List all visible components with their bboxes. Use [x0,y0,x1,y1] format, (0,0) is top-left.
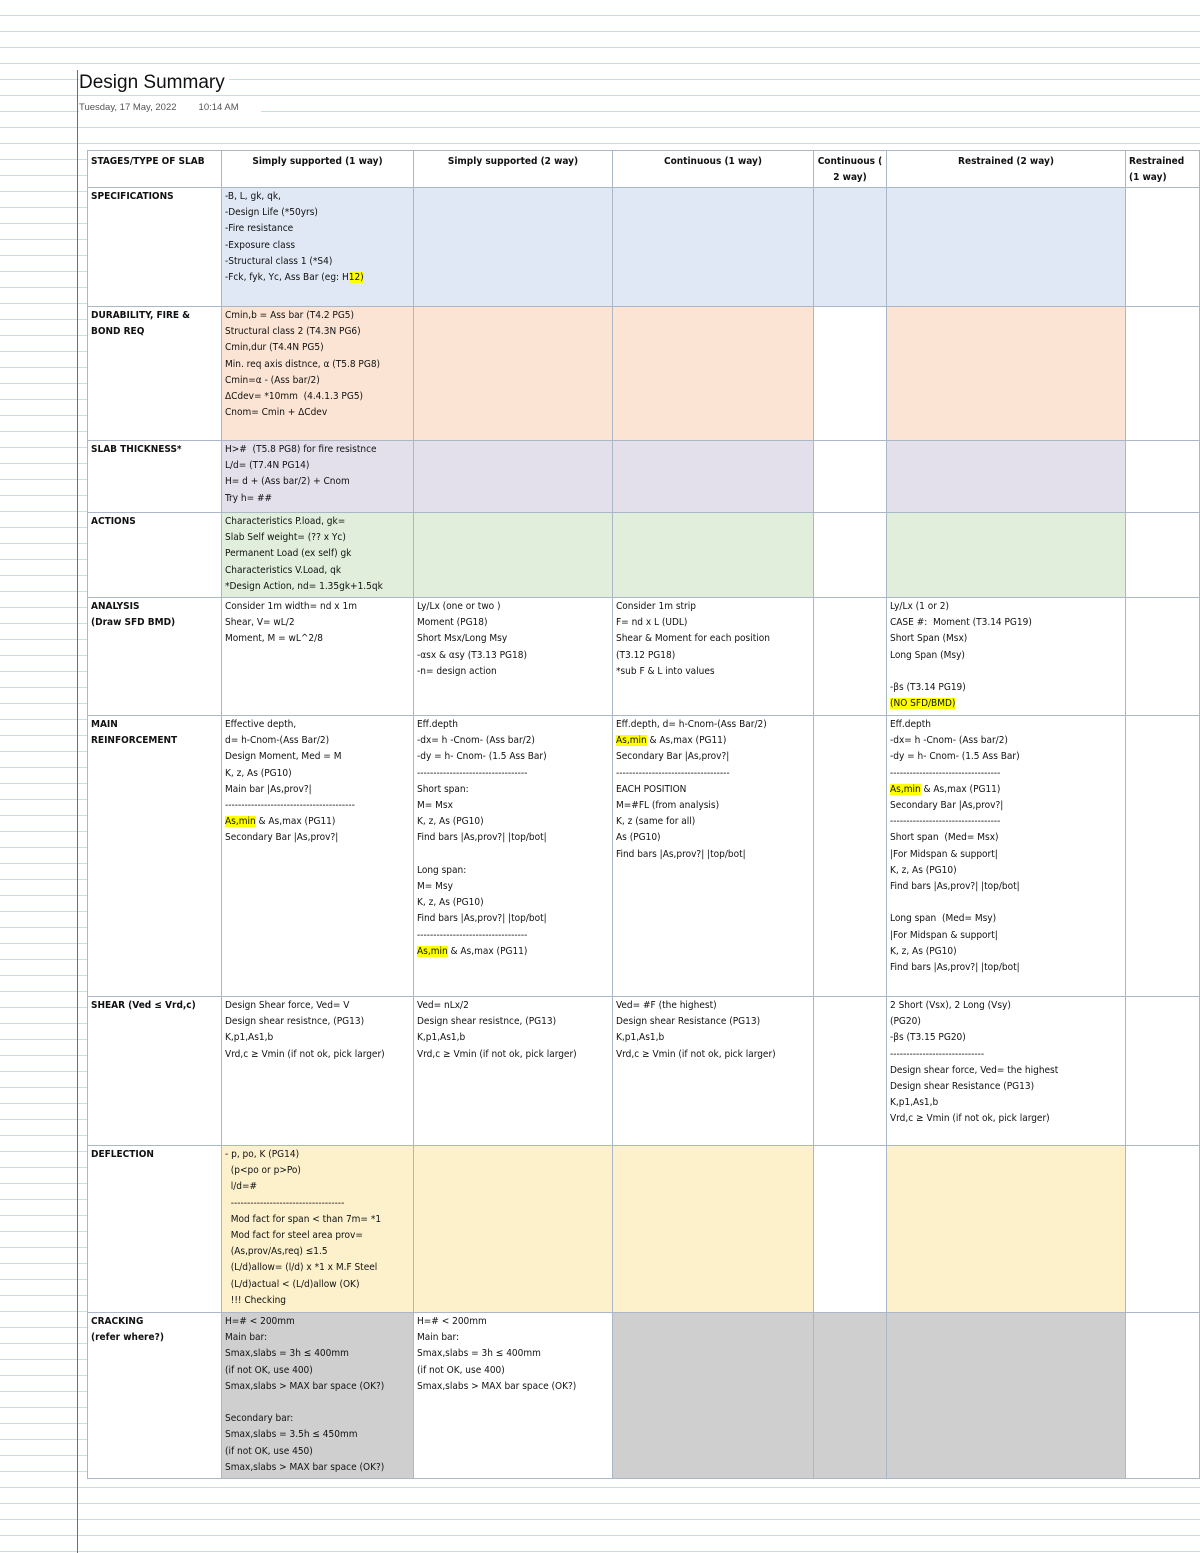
cell-thickness-c2 [814,441,887,513]
cell-line: DURABILITY, FIRE & [91,310,191,321]
cell-actions-c1 [613,513,814,598]
cell-durability-r2 [887,307,1126,441]
cell-line: |For Midspan & support| [890,929,998,941]
cell-specifications-ss1 [222,188,414,307]
cell-analysis-r2 [887,598,1126,716]
cell-shear-r2 [887,997,1126,1146]
cell-line: (if not OK, use 450) [225,1445,313,1457]
cell-line: Structural class 2 (T4.3N PG6) [225,326,361,338]
cell-line: Min. req axis distnce, α (T5.8 PG8) [225,358,381,370]
cell-line: Long span: [417,864,467,876]
cell-line: Vrd,c ≥ Vmin (if not ok, pick larger) [225,1048,385,1060]
cell-thickness-r2 [887,441,1126,513]
cell-line: Design Moment, Med = M [225,751,342,763]
col-header-continuous-1-way: Continuous (1 way) [613,151,814,188]
cell-line: MAIN [91,719,118,730]
cell-line: Ly/Lx (one or two ) [417,601,501,612]
cell-line: K, z, As (PG10) [890,864,957,876]
stage-label [88,1313,222,1479]
cell-line: *Design Action, nd= 1.35gk+1.5qk [225,580,383,592]
cell-specifications-ss2 [414,188,613,307]
cell-deflection-r2 [887,1146,1126,1313]
cell-line: REINFORCEMENT [91,735,178,747]
cell-durability-c2 [814,307,887,441]
cell-line: Short Span (Msx) [890,633,968,645]
cell-line: SLAB THICKNESS* [91,444,182,455]
cell-line: (if not OK, use 400) [417,1364,505,1376]
cell-line: Eff.depth [417,719,458,730]
cell-line: -Design Life (*50yrs) [225,207,318,219]
cell-line: -βs (T3.14 PG19) [890,682,966,694]
col-header-simply-supported-2-way: Simply supported (2 way) [414,151,613,188]
cell-thickness-r1 [1126,441,1200,513]
cell-line: Short span: [417,783,469,795]
cell-analysis-c2 [814,598,887,716]
cell-line: As,min & As,max (PG11) [890,783,1001,795]
cell-deflection-c1 [613,1146,814,1313]
cell-actions-r2 [887,513,1126,598]
cell-line: K, z, As (PG10) [417,897,484,909]
cell-line: K,p1,As1,b [616,1032,665,1044]
cell-line: Main bar |As,prov?| [225,783,312,795]
cell-specifications-r2 [887,188,1126,307]
cell-line: As,min & As,max (PG11) [225,816,336,828]
cell-line: Secondary bar: [225,1413,294,1425]
row-specifications [88,188,1200,307]
cell-specifications-r1 [1126,188,1200,307]
cell-line: K, z, As (PG10) [890,945,957,957]
row-main-reinforcement [88,716,1200,997]
cell-line: l/d=# [225,1181,258,1193]
row-durability [88,307,1200,441]
highlight-mark: As,min [616,735,647,747]
cell-thickness-c1 [613,441,814,513]
cell-line: Short span (Med= Msx) [890,832,999,844]
cell-actions-ss2 [414,513,613,598]
cell-line: ----------------------------- [890,1048,985,1060]
cell-line: Cmin,dur (T4.4N PG5) [225,342,324,354]
cell-line: -B, L, gk, qk, [225,191,281,202]
cell-line: -αsx & αsy (T3.13 PG18) [417,649,527,661]
cell-line: CRACKING [91,1316,144,1327]
cell-deflection-c2 [814,1146,887,1313]
cell-line: -dy = h- Cnom- (1.5 Ass Bar) [417,751,547,763]
cell-line: SPECIFICATIONS [91,191,174,202]
cell-line: -dx= h -Cnom- (Ass bar/2) [417,735,535,747]
cell-line: Consider 1m strip [616,601,696,612]
cell-line: Smax,slabs > MAX bar space (OK?) [225,1380,385,1392]
cell-line: (refer where?) [91,1332,164,1344]
cell-line: ---------------------------------------- [225,800,355,812]
cell-cracking-r2 [887,1313,1126,1479]
cell-actions-r1 [1126,513,1200,598]
cell-analysis-r1 [1126,598,1200,716]
cell-line: Permanent Load (ex self) gk [225,548,352,560]
cell-line: Eff.depth, d= h-Cnom-(Ass Bar/2) [616,719,767,730]
notebook-margin-line [77,70,78,1553]
cell-cracking-c2 [814,1313,887,1479]
cell-main-c2 [814,716,887,997]
row-slab-thickness [88,441,1200,513]
cell-line: -βs (T3.15 PG20) [890,1032,966,1044]
cell-line: -Fck, fyk, Yc, Ass Bar (eg: H12) [225,272,364,284]
cell-line: K,p1,As1,b [417,1032,466,1044]
cell-shear-r1 [1126,997,1200,1146]
cell-line: Shear & Moment for each position [616,633,770,645]
cell-line: As (PG10) [616,832,661,844]
cell-line: Find bars |As,prov?| |top/bot| [890,881,1020,893]
col-header-simply-supported-1-way: Simply supported (1 way) [222,151,414,188]
cell-line: Vrd,c ≥ Vmin (if not ok, pick larger) [616,1048,776,1060]
cell-line: ANALYSIS [91,601,140,612]
cell-line: Smax,slabs = 3h ≤ 400mm [417,1348,541,1360]
cell-main-ss1 [222,716,414,997]
cell-line: Ved= nLx/2 [417,1000,469,1011]
cell-analysis-ss1 [222,598,414,716]
cell-shear-c2 [814,997,887,1146]
cell-line [225,1395,410,1411]
page-time: 10:14 AM [198,102,239,113]
cell-line [890,696,1122,712]
cell-line: Characteristics V.Load, qk [225,564,342,576]
cell-line: Eff.depth [890,719,931,730]
header-row [88,151,1200,188]
cell-shear-ss1 [222,997,414,1146]
cell-thickness-ss2 [414,441,613,513]
cell-line: -Exposure class [225,239,296,251]
cell-line: H=# < 200mm [417,1316,487,1327]
cell-line: ---------------------------------- [890,816,1001,828]
cell-line: Find bars |As,prov?| |top/bot| [890,962,1020,974]
cell-line: Vrd,c ≥ Vmin (if not ok, pick larger) [890,1113,1050,1125]
cell-durability-r1 [1126,307,1200,441]
stage-label [88,307,222,441]
cell-durability-c1 [613,307,814,441]
cell-line: Try h= ## [225,492,273,504]
cell-line: M=#FL (from analysis) [616,800,720,812]
cell-line: Characteristics P.load, gk= [225,516,346,527]
cell-line: Mod fact for steel area prov= [225,1230,363,1242]
highlight-mark: As,min [417,945,448,957]
cell-line: As,min & As,max (PG11) [417,945,528,957]
cell-specifications-c2 [814,188,887,307]
cell-line: DEFLECTION [91,1149,154,1160]
col-header-stage: STAGES/TYPE OF SLAB [88,151,222,188]
cell-line: Design Shear force, Ved= V [225,1000,350,1011]
cell-line: Main bar: [225,1332,268,1344]
cell-line: H># (T5.8 PG8) for fire resistnce [225,444,377,455]
col-header-restrained-1-way: Restrained (1 way) [1126,151,1200,188]
cell-line: -Fire resistance [225,223,294,235]
cell-line: -dy = h- Cnom- (1.5 Ass Bar) [890,751,1020,763]
cell-line: (if not OK, use 400) [225,1364,313,1376]
cell-line: (Draw SFD BMD) [91,617,176,629]
cell-line: Design shear force, Ved= the highest [890,1064,1059,1076]
cell-line: Mod fact for span < than 7m= *1 [225,1213,382,1225]
row-cracking [88,1313,1200,1479]
cell-line: Smax,slabs = 3h ≤ 400mm [225,1348,349,1360]
page-title: Design Summary [79,72,229,94]
cell-line: (As,prov/As,req) ≤1.5 [225,1246,328,1258]
stage-label [88,716,222,997]
cell-line: (PG20) [890,1016,921,1028]
cell-line: F= nd x L (UDL) [616,617,688,629]
cell-line: (T3.12 PG18) [616,649,676,661]
cell-line: L/d= (T7.4N PG14) [225,460,310,472]
cell-line: Long Span (Msy) [890,649,965,661]
cell-main-ss2 [414,716,613,997]
cell-line: Find bars |As,prov?| |top/bot| [616,848,746,860]
cell-line: BOND REQ [91,326,145,338]
cell-line: SHEAR (Ved ≤ Vrd,c) [91,1000,196,1011]
cell-line: M= Msy [417,881,453,893]
cell-line: ΔCdev= *10mm (4.4.1.3 PG5) [225,391,364,403]
cell-line: CASE #: Moment (T3.14 PG19) [890,617,1032,629]
cell-line: (p<po or p>Po) [225,1165,301,1177]
cell-line: Ved= #F (the highest) [616,1000,717,1011]
cell-line: Moment, M = wL^2/8 [225,633,323,645]
cell-line: Cnom= Cmin + ΔCdev [225,407,328,419]
row-analysis [88,598,1200,716]
cell-line [890,895,1122,911]
page-date: Tuesday, 17 May, 2022 [79,102,177,113]
cell-line: Consider 1m width= nd x 1m [225,601,357,612]
cell-main-c1 [613,716,814,997]
col-header-continuous-2-way: Continuous ( 2 way) [814,151,887,188]
cell-shear-c1 [613,997,814,1146]
cell-line: Secondary Bar |As,prov?| [225,832,339,844]
cell-line: K, z, As (PG10) [417,816,484,828]
cell-line: As,min & As,max (PG11) [616,735,727,747]
cell-line: Design shear Resistance (PG13) [890,1081,1035,1093]
cell-line: -dx= h -Cnom- (Ass bar/2) [890,735,1008,747]
cell-line: Main bar: [417,1332,460,1344]
cell-line: Long span (Med= Msy) [890,913,997,925]
cell-line: Cmin=α - (Ass bar/2) [225,374,320,386]
stage-label [88,1146,222,1313]
cell-analysis-c1 [613,598,814,716]
cell-durability-ss1 [222,307,414,441]
cell-specifications-c1 [613,188,814,307]
cell-analysis-ss2 [414,598,613,716]
cell-line: M= Msx [417,800,453,812]
cell-line: !!! Checking [225,1294,286,1306]
cell-line: ---------------------------------- [417,929,528,941]
cell-deflection-r1 [1126,1146,1200,1313]
cell-line: K, z (same for all) [616,816,696,828]
cell-line: K,p1,As1,b [225,1032,274,1044]
cell-deflection-ss1 [222,1146,414,1313]
stage-label [88,997,222,1146]
cell-line: Find bars |As,prov?| |top/bot| [417,913,547,925]
cell-actions-c2 [814,513,887,598]
cell-cracking-ss1 [222,1313,414,1479]
cell-line: Cmin,b = Ass bar (T4.2 PG5) [225,310,355,321]
cell-line: Vrd,c ≥ Vmin (if not ok, pick larger) [417,1048,577,1060]
cell-line: EACH POSITION [616,783,687,795]
cell-cracking-c1 [613,1313,814,1479]
cell-line: ----------------------------------- [616,767,730,779]
cell-line: Secondary Bar |As,prov?| [616,751,730,763]
cell-cracking-ss2 [414,1313,613,1479]
cell-line: Smax,slabs > MAX bar space (OK?) [417,1380,577,1392]
design-summary-table [87,150,1200,1479]
cell-deflection-ss2 [414,1146,613,1313]
cell-line: Design shear resistnce, (PG13) [225,1016,365,1028]
cell-line: |For Midspan & support| [890,848,998,860]
cell-main-r2 [887,716,1126,997]
cell-line: H= d + (Ass bar/2) + Cnom [225,476,350,488]
cell-line: K, z, As (PG10) [225,767,292,779]
cell-line: ---------------------------------- [417,767,528,779]
row-deflection [88,1146,1200,1313]
highlight-mark: 12) [348,272,364,284]
cell-line: Moment (PG18) [417,617,488,629]
cell-line: ----------------------------------- [225,1197,345,1209]
cell-line: Ly/Lx (1 or 2) [890,601,950,612]
cell-line: - p, po, K (PG14) [225,1149,300,1160]
row-actions [88,513,1200,598]
cell-shear-ss2 [414,997,613,1146]
cell-line: Design shear resistnce, (PG13) [417,1016,557,1028]
page-datetime [79,102,261,113]
cell-cracking-r1 [1126,1313,1200,1479]
cell-thickness-ss1 [222,441,414,513]
cell-durability-ss2 [414,307,613,441]
cell-line: *sub F & L into values [616,665,715,677]
cell-line: ---------------------------------- [890,767,1001,779]
cell-line: d= h-Cnom-(Ass Bar/2) [225,735,330,747]
cell-line: Short Msx/Long Msy [417,633,508,645]
cell-line: Shear, V= wL/2 [225,617,295,629]
cell-line: Find bars |As,prov?| |top/bot| [417,832,547,844]
cell-line: Smax,slabs > MAX bar space (OK?) [225,1461,385,1473]
stage-label [88,598,222,716]
highlight-mark: As,min [890,783,921,795]
cell-line: H=# < 200mm [225,1316,295,1327]
cell-line: -Structural class 1 (*S4) [225,255,333,267]
cell-line: 2 Short (Vsx), 2 Long (Vsy) [890,1000,1011,1011]
cell-main-r1 [1126,716,1200,997]
cell-line: Slab Self weight= (?? x Yc) [225,532,346,544]
cell-line: Smax,slabs = 3.5h ≤ 450mm [225,1429,358,1441]
col-header-restrained-2-way: Restrained (2 way) [887,151,1126,188]
stage-label [88,441,222,513]
cell-line: Design shear Resistance (PG13) [616,1016,761,1028]
stage-label [88,188,222,307]
cell-line: (L/d)actual < (L/d)allow (OK) [225,1278,360,1290]
cell-line: Effective depth, [225,719,297,730]
highlight-mark: (NO SFD/BMD) [890,698,956,710]
cell-line: (L/d)allow= (l/d) x *1 x M.F Steel [225,1262,378,1274]
cell-line: ACTIONS [91,516,136,527]
highlight-mark: As,min [225,816,256,828]
cell-line [890,664,1122,680]
cell-line: K,p1,As1,b [890,1097,939,1109]
stage-label [88,513,222,598]
cell-line: -n= design action [417,665,497,677]
cell-actions-ss1 [222,513,414,598]
row-shear [88,997,1200,1146]
cell-line [417,847,609,863]
cell-line: Secondary Bar |As,prov?| [890,800,1004,812]
